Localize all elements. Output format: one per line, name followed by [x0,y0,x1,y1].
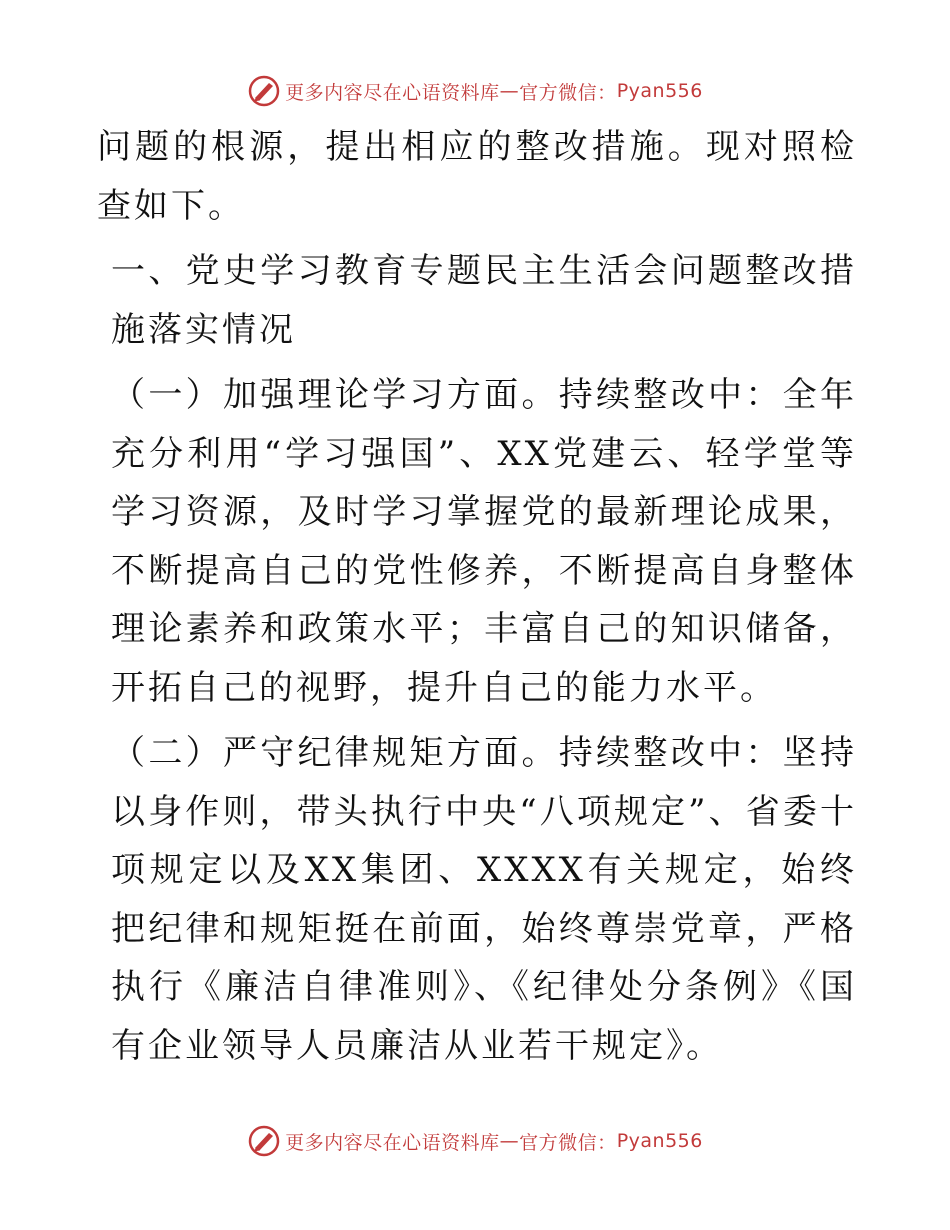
watermark-separator: — [499,1130,520,1152]
watermark-brand: 更多内容尽在心语资料库 [285,1131,500,1154]
paragraph-discipline: （二）严守纪律规矩方面。持续整改中：坚持以身作则，带头执行中央“八项规定”、省委十项规定以及XX集团、XXXX有关规定，始终把纪律和规矩挺在前面，始终尊崇党章，严格执行《廉洁自律准则》、《纪律处分条例》《国有企业领导人员廉洁从业若干规定》。 [111,733,857,1066]
paragraph-theory-study: （一）加强理论学习方面。持续整改中：全年充分利用“学习强国”、XX党建云、轻学堂等学习资源，及时学习掌握党的最新理论成果，不断提高自己的党性修养，不断提高自身整体理论素养和政策水平；丰富自己的知识储备，开拓自己的视野，提升自己的能力水平。 [111,375,857,708]
watermark-wechat-label: 官方微信： [519,81,617,104]
watermark-brand: 更多内容尽在心语资料库 [285,81,500,104]
watermark-wechat-label: 官方微信： [519,1131,617,1154]
paragraph-intro-end: 问题的根源，提出相应的整改措施。现对照检查如下。 [97,127,857,226]
watermark-wechat-id: Pyan556 [616,80,703,102]
header-watermark [0,74,950,108]
footer-watermark [0,1124,950,1158]
section-heading-1: 一、党史学习教育专题民主生活会问题整改措施落实情况 [111,251,857,350]
pen-logo-icon [247,74,281,108]
pen-logo-icon [247,1124,281,1158]
document-body [97,118,857,1075]
watermark-separator: — [499,80,520,102]
watermark-wechat-id: Pyan556 [616,1130,703,1152]
